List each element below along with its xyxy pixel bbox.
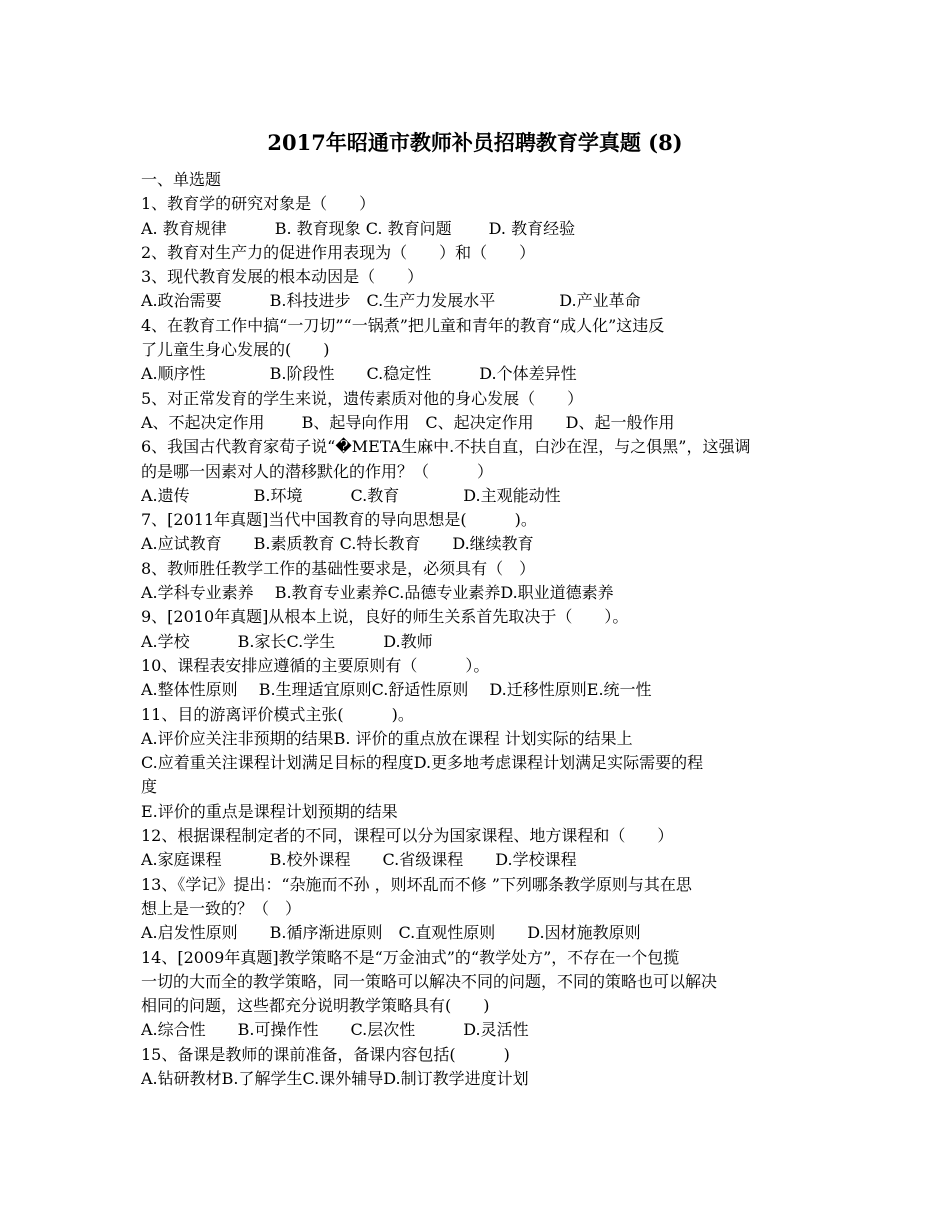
text-line: 12、根据课程制定者的不同，课程可以分为国家课程、地方课程和（ ） bbox=[141, 826, 674, 846]
document-title: 2017年昭通市教师补员招聘教育学真题 (8) bbox=[267, 130, 683, 155]
text-line: 一、单选题 bbox=[141, 170, 222, 189]
text-line: A.整体性原则 B.生理适宜原则C.舒适性原则 D.迁移性原则E.统一性 bbox=[141, 680, 652, 700]
text-line: A.家庭课程 B.校外课程 C.省级课程 D.学校课程 bbox=[141, 850, 577, 870]
text-line: 13、《学记》提出：“杂施而不孙 ，则坏乱而不修 ”下列哪条教学原则与其在思 bbox=[141, 874, 692, 894]
text-line: 6、我国古代教育家荀子说“�META生麻中.不扶自直，白沙在涅，与之俱黑”，这强调 bbox=[141, 437, 751, 457]
text-line: 10、课程表安排应遵循的主要原则有（ ）。 bbox=[141, 655, 490, 675]
document-body bbox=[141, 168, 821, 1091]
text-line: 15、备课是教师的课前准备，备课内容包括( ) bbox=[141, 1044, 510, 1064]
text-line: 7、[2011年真题]当代中国教育的导向思想是( )。 bbox=[141, 510, 537, 530]
text-line: 的是哪一因素对人的潜移默化的作用？（ ） bbox=[141, 461, 494, 481]
text-line: E.评价的重点是课程计划预期的结果 bbox=[141, 801, 398, 821]
text-line: 3、现代教育发展的根本动因是（ ） bbox=[141, 267, 424, 287]
text-line: A、不起决定作用 B、起导向作用 C、起决定作用 D、起一般作用 bbox=[141, 412, 675, 432]
text-line: 4、在教育工作中搞“一刀切”“一锅煮”把儿童和青年的教育“成人化”这违反 bbox=[141, 315, 665, 335]
text-line: A.遗传 B.环境 C.教育 D.主观能动性 bbox=[141, 485, 561, 505]
text-line: 11、目的游离评价模式主张( )。 bbox=[141, 704, 414, 724]
text-line: 想上是一致的？（ ） bbox=[141, 898, 302, 918]
text-line: 14、[2009年真题]教学策略不是“万金油式”的“教学处方”，不存在一个包揽 bbox=[141, 947, 680, 967]
text-line: A.评价应关注非预期的结果B. 评价的重点放在课程 计划实际的结果上 bbox=[141, 728, 633, 748]
text-line: A.学科专业素养 B.教育专业素养C.品德专业素养D.职业道德素养 bbox=[141, 583, 614, 603]
text-line: A. 教育规律 B. 教育现象 C. 教育问题 D. 教育经验 bbox=[141, 218, 576, 238]
text-line: A.启发性原则 B.循序渐进原则 C.直观性原则 D.因材施教原则 bbox=[141, 923, 641, 943]
text-line: 一切的大而全的教学策略，同一策略可以解决不同的问题，不同的策略也可以解决 bbox=[141, 971, 718, 991]
text-line: 2、教育对生产力的促进作用表现为（ ）和（ ） bbox=[141, 242, 536, 262]
text-line: 1、教育学的研究对象是（ ） bbox=[141, 194, 376, 214]
text-line: A.政治需要 B.科技进步 C.生产力发展水平 D.产业革命 bbox=[141, 291, 641, 311]
text-line: 8、教师胜任教学工作的基础性要求是，必须具有（ ） bbox=[141, 558, 536, 578]
text-line: A.综合性 B.可操作性 C.层次性 D.灵活性 bbox=[141, 1020, 529, 1040]
text-line: 9、[2010年真题]从根本上说，良好的师生关系首先取决于（ ）。 bbox=[141, 607, 629, 627]
text-line: A.顺序性 B.阶段性 C.稳定性 D.个体差异性 bbox=[141, 364, 577, 384]
text-line: A.钻研教材B.了解学生C.课外辅导D.制订教学进度计划 bbox=[141, 1068, 529, 1088]
text-line: 了儿童生身心发展的( ) bbox=[141, 340, 330, 360]
text-line: A.学校 B.家长C.学生 D.教师 bbox=[141, 631, 433, 651]
text-line: 5、对正常发育的学生来说，遗传素质对他的身心发展（ ） bbox=[141, 388, 584, 408]
text-line: A.应试教育 B.素质教育 C.特长教育 D.继续教育 bbox=[141, 534, 534, 554]
text-line: 相同的问题，这些都充分说明教学策略具有( ) bbox=[141, 996, 490, 1016]
text-line: C.应着重关注课程计划满足目标的程度D.更多地考虑课程计划满足实际需要的程 bbox=[141, 753, 704, 773]
text-line: 度 bbox=[141, 777, 158, 797]
